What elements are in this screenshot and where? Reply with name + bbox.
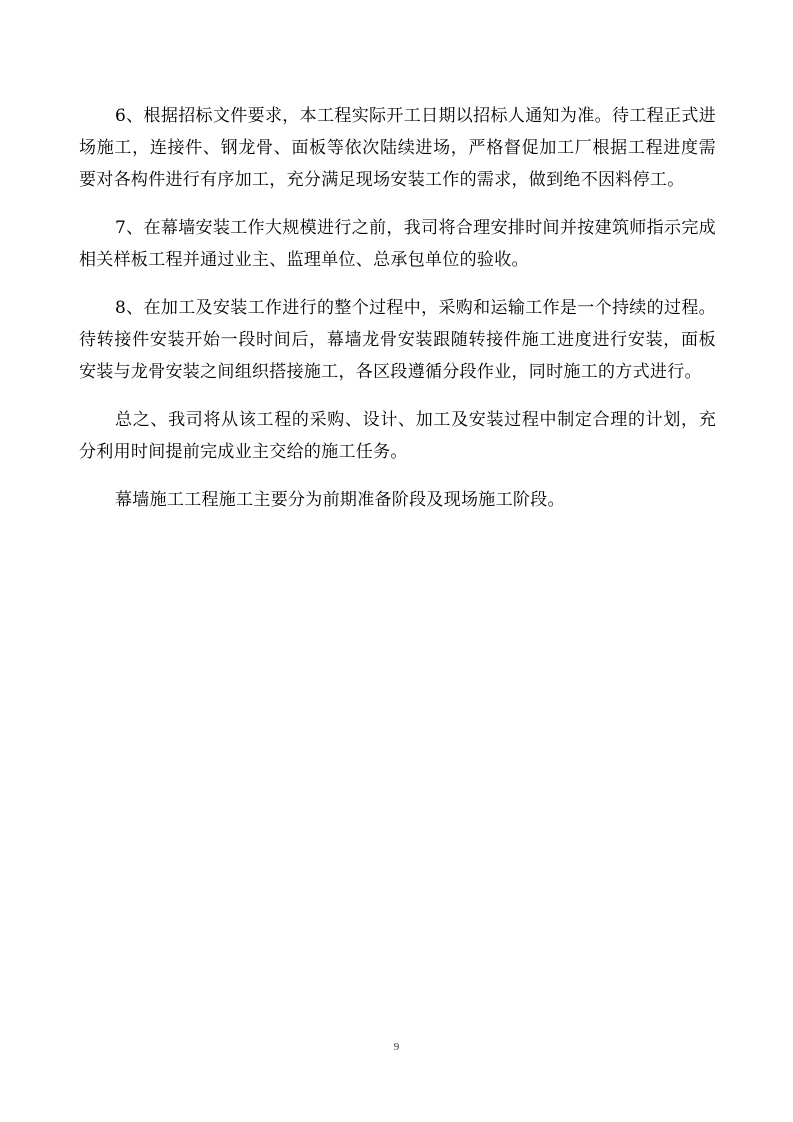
page-number: 9 [393,1041,400,1053]
paragraph-item-6: 6、根据招标文件要求，本工程实际开工日期以招标人通知为准。待工程正式进场施工，连接件、钢龙骨、面板等依次陆续进场，严格督促加工厂根据工程进度需要对各构件进行有序加工，充分满足现场安装工作的需求，做到绝不因料停工。 [79,106,716,190]
paragraph-item-8: 8、在加工及安装工作进行的整个过程中，采购和运输工作是一个持续的过程。待转接件安装开始一段时间后，幕墙龙骨安装跟随转接件施工进度进行安装，面板安装与龙骨安装之间组织搭接施工，各区段遵循分段作业，同时施工的方式进行。 [79,298,716,382]
paragraph-summary: 总之、我司将从该工程的采购、设计、加工及安装过程中制定合理的计划，充分利用时间提前完成业主交给的施工任务。 [79,410,716,462]
paragraph-phases: 幕墙施工工程施工主要分为前期准备阶段及现场施工阶段。 [115,490,565,510]
paragraph-item-7: 7、在幕墙安装工作大规模进行之前，我司将合理安排时间并按建筑师指示完成相关样板工程并通过业主、监理单位、总承包单位的验收。 [79,218,716,270]
document-body [79,100,716,532]
